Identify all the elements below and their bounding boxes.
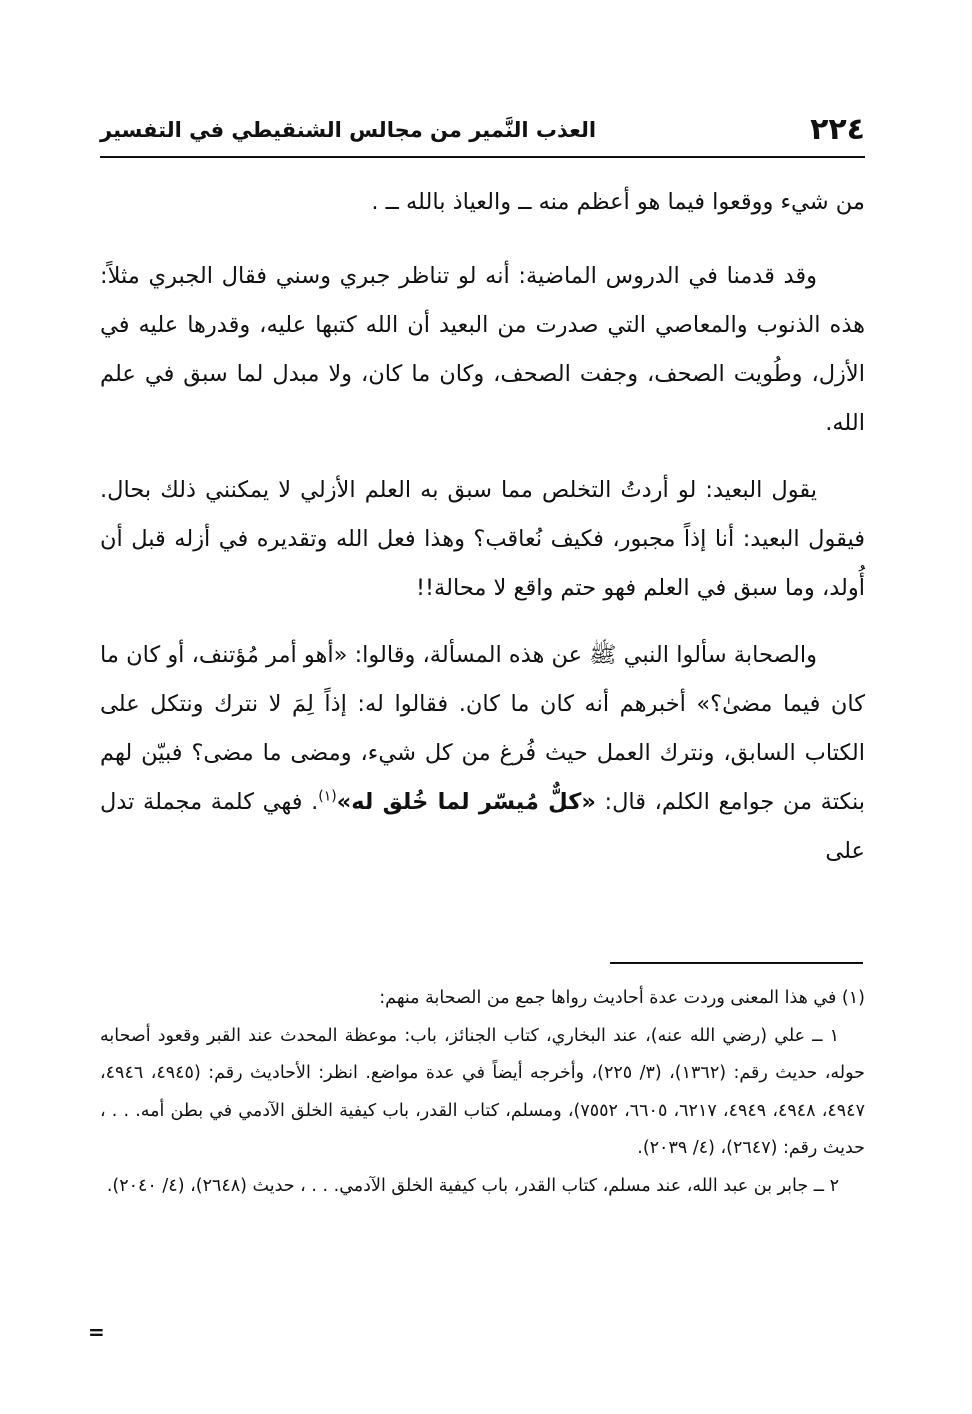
paragraph-continuation: من شيء ووقعوا فيما هو أعظم منه ــ والعياذ بالله ــ . bbox=[371, 189, 865, 215]
book-title: العذب النَّمير من مجالس الشنقيطي في التفسير bbox=[100, 118, 597, 142]
paragraph-text-end: . فهي كلمة مجملة تدل على bbox=[100, 789, 865, 864]
footnotes bbox=[100, 980, 865, 1205]
footnote-intro: (١) في هذا المعنى وردت عدة أحاديث رواها جمع من الصحابة منهم: bbox=[379, 988, 865, 1008]
page-number: ٢٢٤ bbox=[810, 112, 865, 147]
footnote-item-2: ٢ ــ جابر بن عبد الله، عند مسلم، كتاب القدر، باب كيفية الخلق الآدمي. . . ، حديث (٢٦٤٨)، (٤/ ٢٠٤٠). bbox=[106, 1175, 839, 1196]
paragraph-companions-question bbox=[100, 631, 865, 876]
hadith-quote: «كلٌّ مُيسّر لما خُلق له» bbox=[336, 789, 596, 815]
footnote-continues-mark: = bbox=[88, 1320, 105, 1344]
paragraph-jabri-debate: وقد قدمنا في الدروس الماضية: أنه لو تناظر جبري وسني فقال الجبري مثلاً: هذه الذنوب والمعاصي التي صدرت من البعيد أن الله كتبها عليه، وقدرها عليه في الأزل، وطُويت الصحف، وجفت الصحف، وكان ما كان، ولا مبدل لما سبق في علم الله. bbox=[100, 263, 865, 436]
paragraph-claim-of-compulsion: يقول البعيد: لو أردتُ التخلص مما سبق به العلم الأزلي لا يمكنني ذلك بحال. فيقول البعيد: أنا إذاً مجبور، فكيف نُعاقب؟ وهذا فعل الله وتقديره في أزله قبل أن أُولد، وما سبق في العلم فهو حتم واقع لا محالة!! bbox=[100, 477, 865, 601]
page-header bbox=[100, 112, 865, 158]
footnote-marker: (١) bbox=[318, 788, 337, 805]
footnote-item-1: ١ ــ علي (رضي الله عنه)، عند البخاري، كتاب الجنائز، باب: موعظة المحدث عند القبر وقعود أصحابه حوله، حديث رقم: (١٣٦٢)، (٣/ ٢٢٥)، وأخرجه أيضاً في عدة مواضع. انظر: الأحاديث رقم: (٤٩٤٥، ٤٩٤٦، ٤٩٤٧، ٤٩٤٨، ٤٩٤٩، ٦٢١٧، ٦٦٠٥، ٧٥٥٢)، ومسلم، كتاب القدر، باب كيفية الخلق الآدمي في بطن أمه. . . ، حديث رقم: (٢٦٤٧)، (٤/ ٢٠٣٩). bbox=[100, 1025, 865, 1158]
main-text bbox=[100, 178, 865, 894]
paragraph-text-start: والصحابة سألوا النبي ﷺ عن هذه المسألة، وقالوا: «أهو أمر مُؤتنف، أو كان ما كان فيما مضىٰ؟» أخبرهم أنه كان ما كان. فقالوا له: إذاً لِمَ لا نترك ونتكل على الكتاب السابق، ونترك العمل حيث فُرغ من كل شيء، ومضى ما مضى؟ فبيّن لهم بنكتة من جوامع الكلم، قال: bbox=[100, 642, 866, 815]
footnote-divider bbox=[610, 962, 863, 964]
